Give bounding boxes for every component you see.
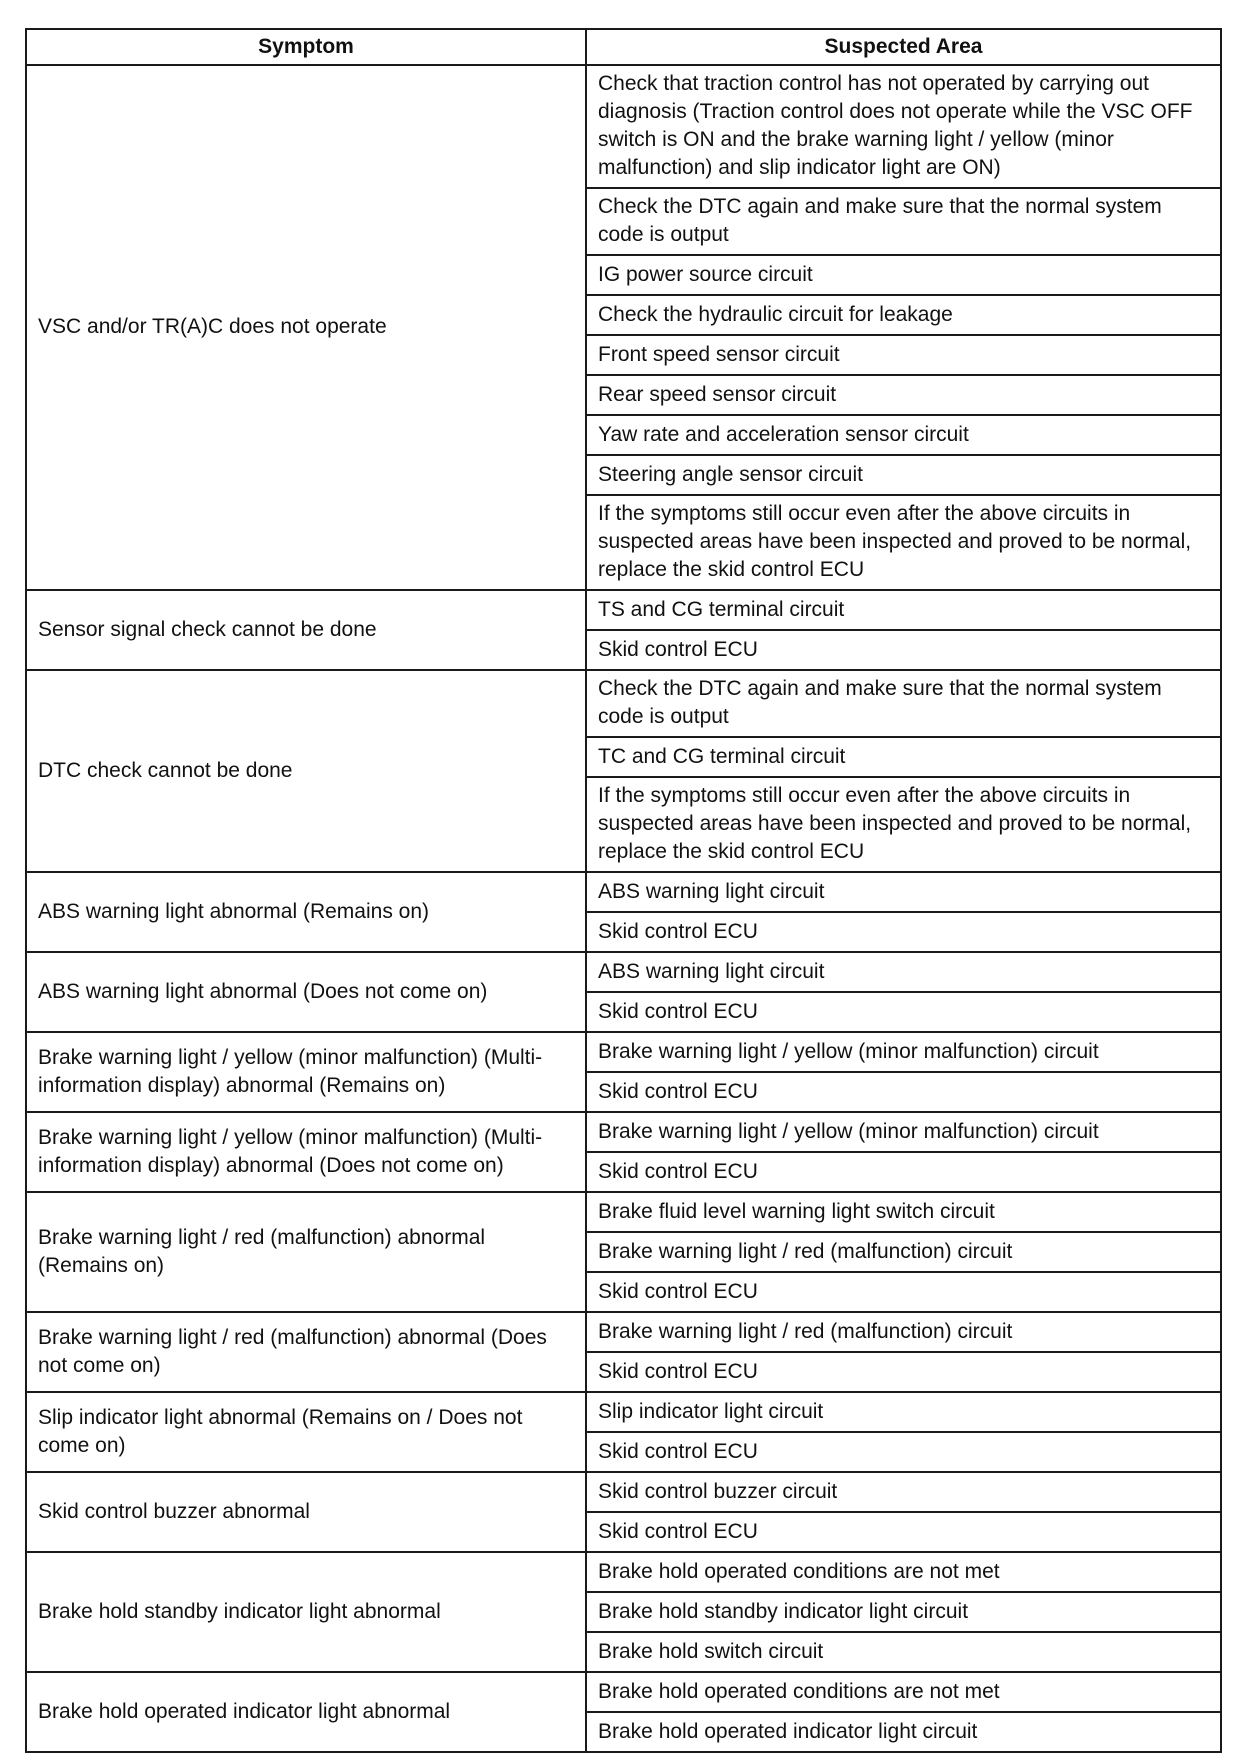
symptom-cell: Brake warning light / yellow (minor malfunction) (Multi-information display) abnormal (Remains on) — [26, 1032, 586, 1112]
suspected-area-cell: Check that traction control has not operated by carrying out diagnosis (Traction control does not operate while the VSC OFF switch is ON and the brake warning light / yellow (minor malfunction) and slip indicator light are ON) — [586, 65, 1221, 188]
symptom-cell: Brake warning light / red (malfunction) abnormal (Remains on) — [26, 1192, 586, 1312]
symptom-cell: Brake warning light / yellow (minor malfunction) (Multi-information display) abnormal (Does not come on) — [26, 1112, 586, 1192]
symptom-cell: Brake warning light / red (malfunction) abnormal (Does not come on) — [26, 1312, 586, 1392]
suspected-area-cell: ABS warning light circuit — [586, 952, 1221, 992]
suspected-area-cell: IG power source circuit — [586, 255, 1221, 295]
suspected-area-cell: Brake warning light / red (malfunction) circuit — [586, 1232, 1221, 1272]
table-row — [26, 1552, 1221, 1592]
table-row — [26, 872, 1221, 912]
suspected-area-cell: Skid control ECU — [586, 992, 1221, 1032]
suspected-area-cell: Check the DTC again and make sure that the normal system code is output — [586, 670, 1221, 737]
table-row — [26, 1112, 1221, 1152]
table-row — [26, 590, 1221, 630]
suspected-area-cell: Skid control ECU — [586, 1352, 1221, 1392]
suspected-area-cell: Brake hold switch circuit — [586, 1632, 1221, 1672]
suspected-area-cell: Yaw rate and acceleration sensor circuit — [586, 415, 1221, 455]
table-row — [26, 670, 1221, 737]
suspected-area-cell: Skid control ECU — [586, 1072, 1221, 1112]
table-row — [26, 1672, 1221, 1712]
symptom-cell: Brake hold standby indicator light abnormal — [26, 1552, 586, 1672]
suspected-area-cell: Brake hold operated conditions are not met — [586, 1672, 1221, 1712]
suspected-area-cell: ABS warning light circuit — [586, 872, 1221, 912]
suspected-area-cell: Brake hold operated indicator light circuit — [586, 1712, 1221, 1752]
suspected-area-cell: Brake hold standby indicator light circuit — [586, 1592, 1221, 1632]
suspected-area-cell: Skid control ECU — [586, 1272, 1221, 1312]
symptom-cell: Sensor signal check cannot be done — [26, 590, 586, 670]
symptom-cell: ABS warning light abnormal (Does not come on) — [26, 952, 586, 1032]
table-body — [26, 65, 1221, 1752]
symptom-cell: Skid control buzzer abnormal — [26, 1472, 586, 1552]
table-row — [26, 1032, 1221, 1072]
suspected-area-cell: Steering angle sensor circuit — [586, 455, 1221, 495]
suspected-area-cell: Skid control buzzer circuit — [586, 1472, 1221, 1512]
table-row — [26, 1192, 1221, 1232]
symptom-cell: VSC and/or TR(A)C does not operate — [26, 65, 586, 590]
suspected-area-cell: Brake hold operated conditions are not met — [586, 1552, 1221, 1592]
header-symptom: Symptom — [26, 29, 586, 65]
suspected-area-cell: Front speed sensor circuit — [586, 335, 1221, 375]
suspected-area-cell: Skid control ECU — [586, 1432, 1221, 1472]
suspected-area-cell: Brake warning light / yellow (minor malfunction) circuit — [586, 1032, 1221, 1072]
suspected-area-cell: TS and CG terminal circuit — [586, 590, 1221, 630]
suspected-area-cell: Brake fluid level warning light switch circuit — [586, 1192, 1221, 1232]
suspected-area-cell: If the symptoms still occur even after the above circuits in suspected areas have been inspected and proved to be normal, replace the skid control ECU — [586, 495, 1221, 590]
table-row — [26, 1312, 1221, 1352]
suspected-area-cell: Rear speed sensor circuit — [586, 375, 1221, 415]
suspected-area-cell: Skid control ECU — [586, 1512, 1221, 1552]
table-row — [26, 65, 1221, 188]
suspected-area-cell: If the symptoms still occur even after the above circuits in suspected areas have been inspected and proved to be normal, replace the skid control ECU — [586, 777, 1221, 872]
suspected-area-cell: Check the DTC again and make sure that the normal system code is output — [586, 188, 1221, 255]
suspected-area-cell: Check the hydraulic circuit for leakage — [586, 295, 1221, 335]
suspected-area-cell: Skid control ECU — [586, 630, 1221, 670]
symptom-cell: Brake hold operated indicator light abnormal — [26, 1672, 586, 1752]
symptom-table — [25, 28, 1222, 1753]
header-row — [26, 29, 1221, 65]
suspected-area-cell: Slip indicator light circuit — [586, 1392, 1221, 1432]
header-suspected-area: Suspected Area — [586, 29, 1221, 65]
table-row — [26, 952, 1221, 992]
suspected-area-cell: TC and CG terminal circuit — [586, 737, 1221, 777]
symptom-cell: Slip indicator light abnormal (Remains on / Does not come on) — [26, 1392, 586, 1472]
table-row — [26, 1392, 1221, 1432]
table-row — [26, 1472, 1221, 1512]
symptom-cell: DTC check cannot be done — [26, 670, 586, 872]
suspected-area-cell: Skid control ECU — [586, 1152, 1221, 1192]
symptom-cell: ABS warning light abnormal (Remains on) — [26, 872, 586, 952]
suspected-area-cell: Brake warning light / red (malfunction) circuit — [586, 1312, 1221, 1352]
suspected-area-cell: Skid control ECU — [586, 912, 1221, 952]
suspected-area-cell: Brake warning light / yellow (minor malfunction) circuit — [586, 1112, 1221, 1152]
